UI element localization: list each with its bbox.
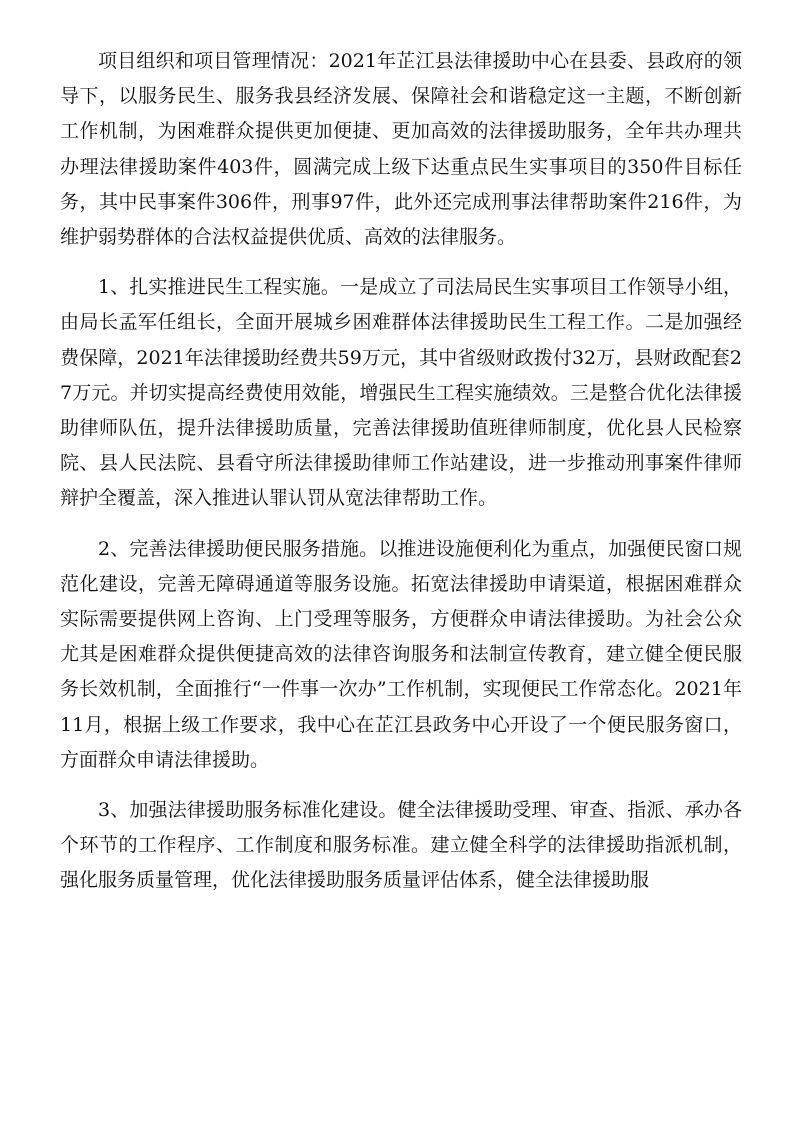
paragraph-item-3: 3、加强法律援助服务标准化建设。健全法律援助受理、审查、指派、承办各个环节的工作程序、工作制度和服务标准。建立健全科学的法律援助指派机制，强化服务质量管理，优化法律援助服务质量评估体系，健全法律援助服: [60, 799, 742, 892]
paragraph-item-1: 1、扎实推进民生工程实施。一是成立了司法局民生实事项目工作领导小组，由局长孟军任组长，全面开展城乡困难群体法律援助民生工程工作。二是加强经费保障，2021年法律援助经费共59万元，其中省级财政拨付32万，县财政配套27万元。并切实提高经费使用效能，增强民生工程实施绩效。三是整合优化法律援助律师队伍，提升法律援助质量，完善法律援助值班律师制度，优化县人民检察院、县人民法院、县看守所法律援助律师工作站建设，进一步推动刑事案件律师辩护全覆盖，深入推进认罪认罚从宽法律帮助工作。: [60, 276, 742, 510]
paragraph-project-overview: 项目组织和项目管理情况：2021年芷江县法律援助中心在县委、县政府的领导下，以服务民生、服务我县经济发展、保障社会和谐稳定这一主题，不断创新工作机制，为困难群众提供更加便捷、更加高效的法律援助服务，全年共办理共办理法律援助案件403件，圆满完成上级下达重点民生实事项目的350件目标任务，其中民事案件306件，刑事97件，此外还完成刑事法律帮助案件216件，为维护弱势群体的合法权益提供优质、高效的法律服务。: [60, 50, 742, 249]
paragraph-item-2: 2、完善法律援助便民服务措施。以推进设施便利化为重点，加强便民窗口规范化建设，完善无障碍通道等服务设施。拓宽法律援助申请渠道，根据困难群众实际需要提供网上咨询、上门受理等服务，方便群众申请法律援助。为社会公众尤其是困难群众提供便捷高效的法律咨询服务和法制宣传教育，建立健全便民服务长效机制，全面推行“一件事一次办”工作机制，实现便民工作常态化。2021年11月，根据上级工作要求，我中心在芷江县政务中心开设了一个便民服务窗口，方面群众申请法律援助。: [60, 537, 742, 771]
document-body: [60, 44, 742, 914]
